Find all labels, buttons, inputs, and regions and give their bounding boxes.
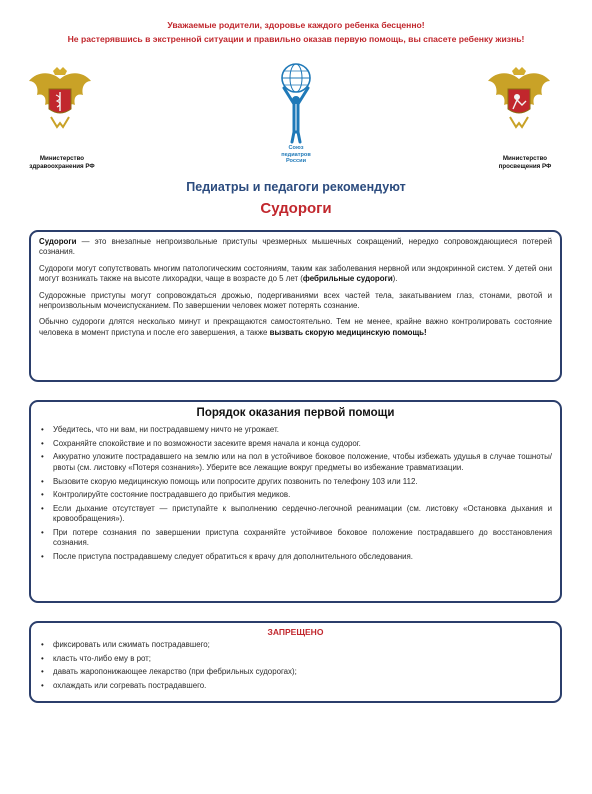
ministry-education-label: Министерство просвещения РФ: [498, 155, 552, 170]
ministry-education-emblem-icon: [484, 65, 554, 135]
list-item: • класть что-либо ему в рот;: [39, 654, 552, 664]
forbidden-title: ЗАПРЕЩЕНО: [267, 627, 324, 637]
term-febrile-seizures: фебрильные судороги: [302, 274, 393, 284]
list-item: • давать жаропонижающее лекарство (при фебрильных судорогах);: [39, 667, 552, 677]
list-item: • После приступа пострадавшему следует обратиться к врачу для дополнительного обследования.: [39, 552, 552, 562]
page-title: Судороги: [260, 200, 332, 217]
intro-paragraph-4: Обычно судороги длятся несколько минут и прекращаются самостоятельно. Тем не менее, крайне важно контролировать состояние человека в момент приступа и после его завершения, а также вызвать скорую медицинскую помощь!: [39, 317, 552, 337]
term-seizures: Судороги: [39, 237, 77, 246]
first-aid-box: [29, 400, 562, 603]
list-item: • охлаждать или согревать пострадавшего.: [39, 681, 552, 691]
intro-paragraph-1: Судороги — это внезапные непроизвольные приступы чрезмерных мышечных сокращений, нередко сопровождающиеся потерей сознания.: [39, 237, 552, 257]
recommend-heading: Педиатры и педагоги рекомендуют: [186, 180, 406, 194]
list-item: • Сохраняйте спокойствие и по возможности засеките время начала и конца судорог.: [39, 439, 552, 449]
forbidden-box: [29, 621, 562, 703]
first-aid-list: [39, 425, 552, 563]
intro-paragraph-2: Судороги могут сопутствовать многим патологическим состояниям, таким как заболевания нервной или эндокринной систем. У детей они могут возникать также на высоте лихорадки, чаще в возрасте до 5 лет (фебрильные судороги).: [39, 263, 552, 284]
ministry-health-label: Министерство здравоохранения РФ: [29, 155, 95, 170]
intro-box: [29, 230, 562, 382]
list-item: • При потере сознания по завершении приступа сохраняйте устойчивое боковое положение пострадавшего до восстановления сознания.: [39, 528, 552, 549]
list-item: • Вызовите скорую медицинскую помощь или попросите других позвонить по телефону 103 или 112.: [39, 477, 552, 487]
union-pediatricians-label: Союз педиатров России: [281, 145, 311, 164]
first-aid-title: Порядок оказания первой помощи: [196, 407, 395, 419]
intro-paragraph-3: Судорожные приступы могут сопровождаться дрожью, подергиваниями всех частей тела, закатыванием глаз, стонами, рвотой и непроизвольным мочеиспусканием. По завершении человек может потерять сознание.: [39, 290, 552, 311]
list-item: • Убедитесь, что ни вам, ни пострадавшему ничто не угрожает.: [39, 425, 552, 435]
forbidden-list: [39, 640, 552, 692]
call-ambulance-emphasis: вызвать скорую медицинскую помощь!: [269, 327, 427, 337]
union-pediatricians-logo-icon: [270, 62, 322, 152]
list-item: • Контролируйте состояние пострадавшего до прибытия медиков.: [39, 490, 552, 500]
list-item: • Если дыхание отсутствует — приступайте к выполнению сердечно-легочной реанимации (см. листовку «Остановка дыхания и кровообращения»).: [39, 504, 552, 525]
header-banner: [0, 18, 592, 46]
ministry-health-emblem-icon: [25, 65, 95, 135]
list-item: • фиксировать или сжимать пострадавшего;: [39, 640, 552, 650]
list-item: • Аккуратно уложите пострадавшего на землю или на пол в устойчивое боковое положение, чтобы избежать удушья в случае тошноты/рвоты (см. листовку «Потеря сознания»). Уберите все лежащие вокруг предметы во избежание травматизации.: [39, 452, 552, 473]
header-line-1: Уважаемые родители, здоровье каждого ребенка бесценно!: [167, 20, 425, 30]
header-line-2: Не растерявшись в экстренной ситуации и правильно оказав первую помощь, вы спасете ребенку жизнь!: [67, 34, 525, 44]
